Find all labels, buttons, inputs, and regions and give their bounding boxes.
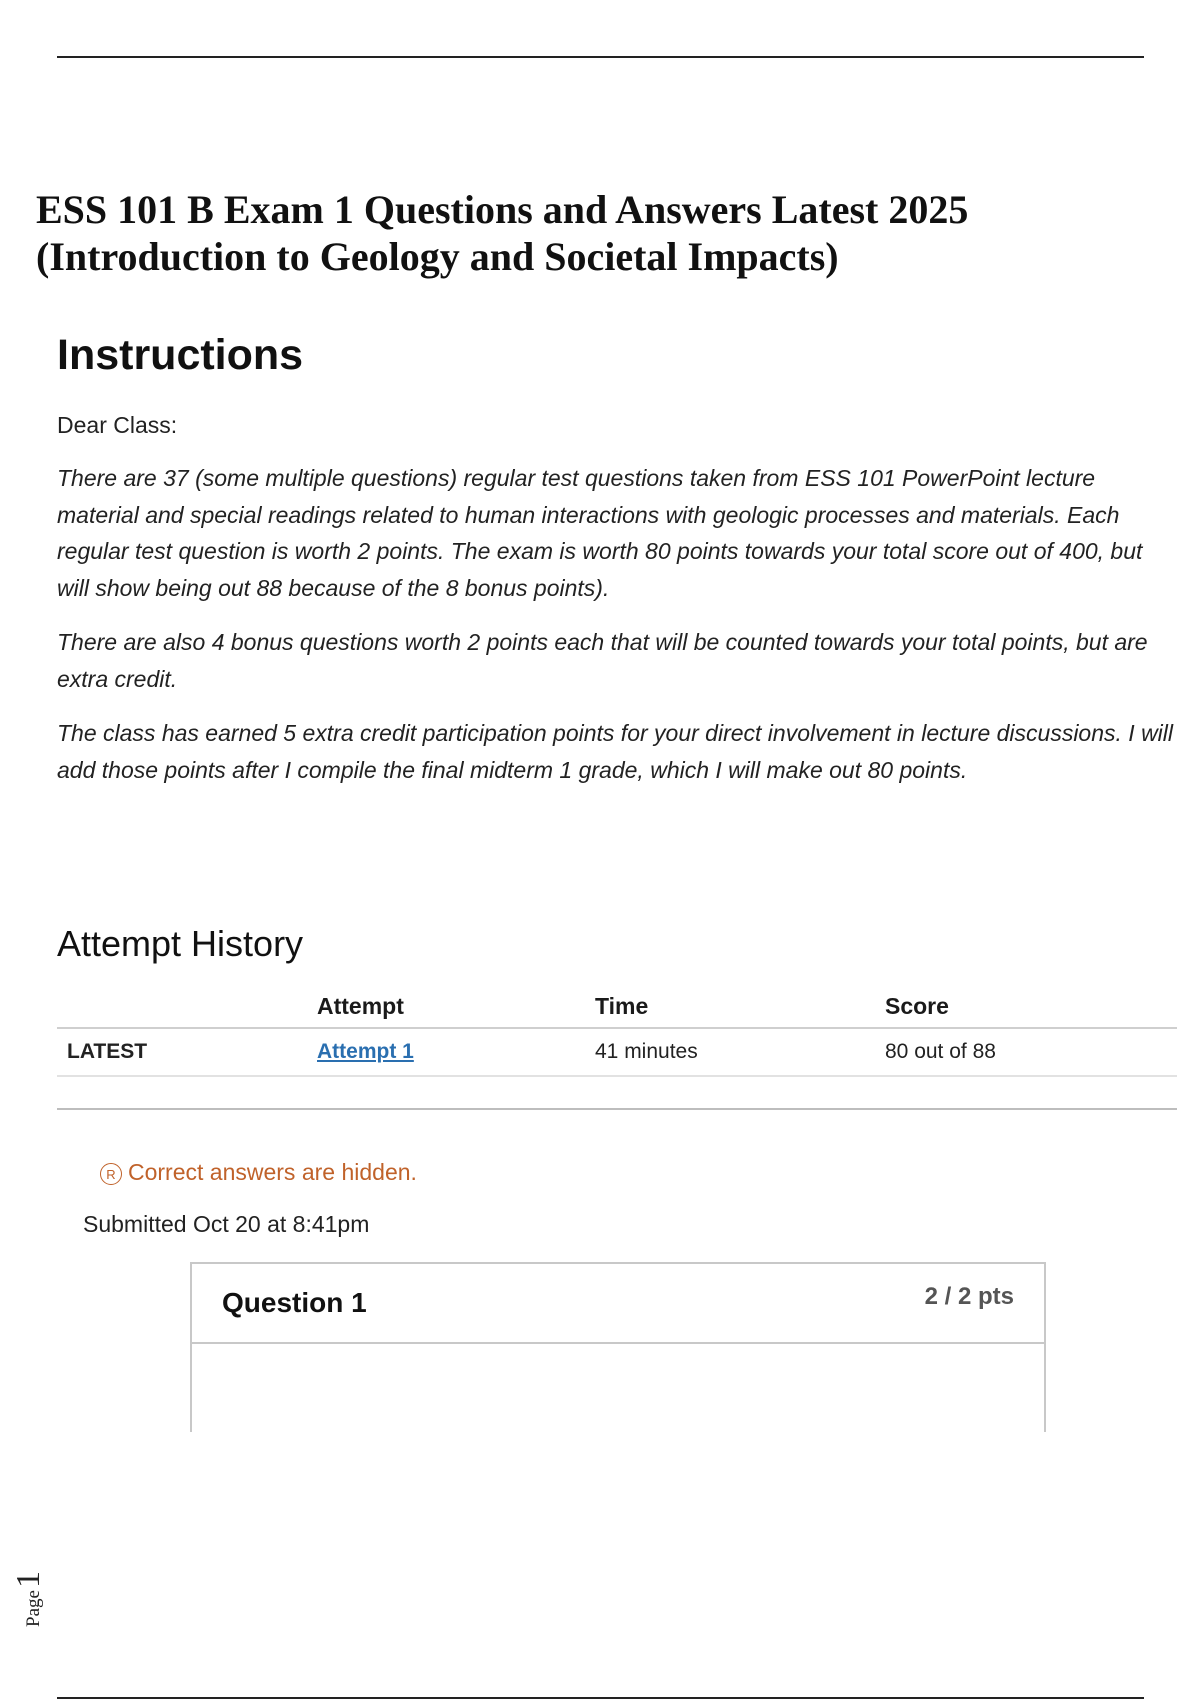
bottom-rule: [57, 1697, 1144, 1699]
table-row: [57, 1028, 1177, 1076]
greeting: Dear Class:: [57, 412, 178, 438]
instructions-heading: Instructions: [57, 331, 304, 379]
attempt-history-table: [57, 985, 1177, 1077]
column-header-time: Time: [595, 985, 885, 1028]
document-title: [36, 186, 1136, 280]
latest-label: LATEST: [57, 1028, 317, 1076]
top-rule: [57, 56, 1144, 58]
attempt-table-header-row: [57, 985, 1177, 1028]
document-title-line-1: ESS 101 B Exam 1 Questions and Answers Latest 2025: [36, 187, 969, 232]
section-divider: [57, 1108, 1177, 1110]
page-number: 1: [10, 1571, 47, 1589]
submitted-timestamp: Submitted Oct 20 at 8:41pm: [83, 1211, 370, 1237]
score-cell: 80 out of 88: [885, 1028, 1177, 1076]
question-card: [190, 1262, 1046, 1432]
time-cell: 41 minutes: [595, 1028, 885, 1076]
attempt-1-link[interactable]: Attempt 1: [317, 1040, 414, 1063]
correct-answers-notice: [100, 1157, 417, 1187]
question-title: Question 1: [222, 1287, 367, 1318]
column-header-attempt: Attempt: [317, 985, 595, 1028]
instructions-paragraph-3: The class has earned 5 extra credit participation points for your direct involvement in lecture discussions. I will add those points after I compile the final midterm 1 grade, which I will make out 80 points.: [57, 720, 1174, 783]
document-title-line-2: (Introduction to Geology and Societal Impacts): [36, 234, 839, 279]
page-number-marker: [10, 1545, 47, 1645]
column-header-blank: [57, 985, 317, 1028]
column-header-score: Score: [885, 985, 1177, 1028]
question-points: 2 / 2 pts: [924, 1283, 1014, 1310]
registered-icon: R: [100, 1163, 122, 1185]
attempt-history-heading: Attempt History: [57, 923, 304, 964]
instructions-paragraph-2: There are also 4 bonus questions worth 2 points each that will be counted towards your total points, but are extra credit.: [57, 629, 1148, 692]
question-header: [192, 1264, 1044, 1344]
attempt-cell: [317, 1028, 595, 1076]
page-word: Page: [23, 1590, 44, 1627]
notice-text: Correct answers are hidden.: [128, 1159, 417, 1185]
instructions-paragraph-1: There are 37 (some multiple questions) regular test questions taken from ESS 101 PowerPoint lecture material and special readings related to human interactions with geologic processes and materials. Each regular test question is worth 2 points. The exam is worth 80 points towards your total score out of 400, but will show being out 88 because of the 8 bonus points).: [57, 465, 1143, 601]
